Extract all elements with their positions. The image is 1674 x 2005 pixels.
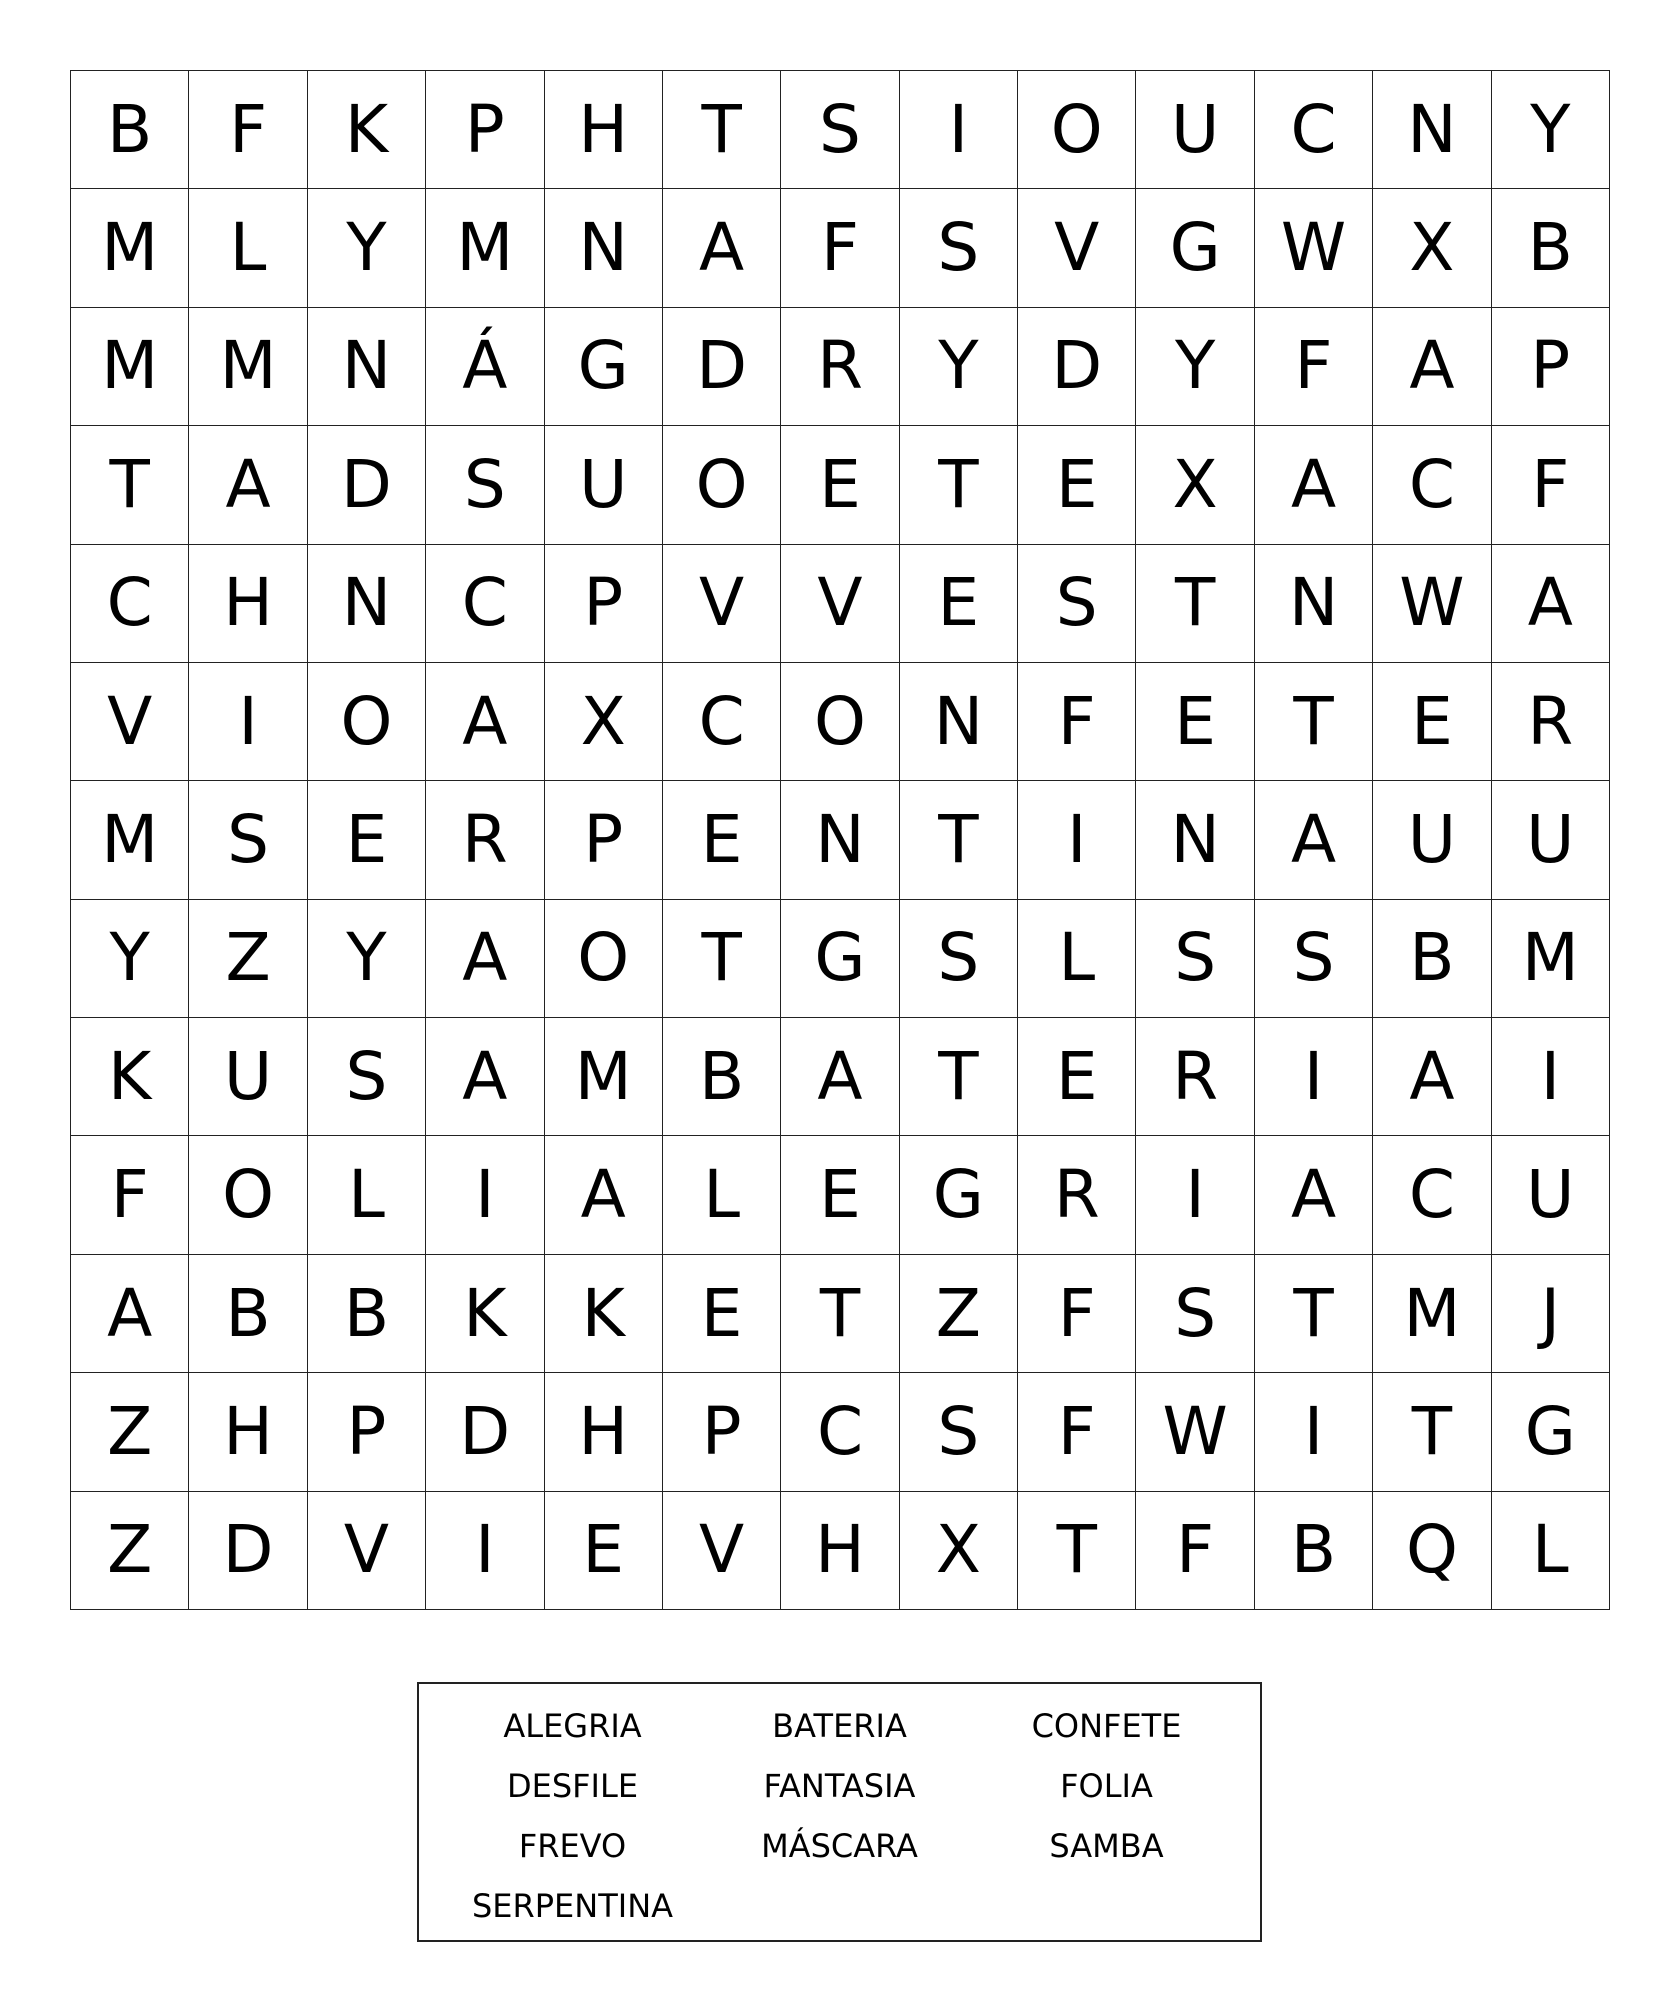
grid-cell[interactable]: X: [545, 663, 663, 781]
grid-cell[interactable]: P: [426, 71, 544, 189]
grid-cell[interactable]: Y: [308, 189, 426, 307]
grid-cell[interactable]: U: [545, 426, 663, 544]
grid-cell[interactable]: H: [189, 545, 307, 663]
grid-cell[interactable]: E: [1018, 1018, 1136, 1136]
grid-cell[interactable]: E: [1018, 426, 1136, 544]
grid-cell[interactable]: E: [663, 1255, 781, 1373]
grid-cell[interactable]: M: [189, 308, 307, 426]
grid-cell[interactable]: O: [663, 426, 781, 544]
grid-cell[interactable]: F: [1255, 308, 1373, 426]
grid-cell[interactable]: Z: [900, 1255, 1018, 1373]
grid-cell[interactable]: T: [1018, 1492, 1136, 1610]
grid-cell[interactable]: C: [1373, 1136, 1491, 1254]
grid-cell[interactable]: W: [1136, 1373, 1254, 1491]
grid-cell[interactable]: R: [1136, 1018, 1254, 1136]
grid-cell[interactable]: L: [308, 1136, 426, 1254]
grid-cell[interactable]: C: [426, 545, 544, 663]
grid-cell[interactable]: X: [1373, 189, 1491, 307]
grid-cell[interactable]: F: [1018, 1255, 1136, 1373]
grid-cell[interactable]: O: [189, 1136, 307, 1254]
grid-cell[interactable]: J: [1492, 1255, 1610, 1373]
grid-cell[interactable]: F: [1018, 663, 1136, 781]
grid-cell[interactable]: T: [900, 1018, 1018, 1136]
grid-cell[interactable]: H: [545, 71, 663, 189]
grid-cell[interactable]: S: [1136, 900, 1254, 1018]
grid-cell[interactable]: N: [1255, 545, 1373, 663]
grid-cell[interactable]: T: [1255, 663, 1373, 781]
grid-cell[interactable]: D: [663, 308, 781, 426]
grid-cell[interactable]: E: [308, 781, 426, 899]
grid-cell[interactable]: A: [426, 1018, 544, 1136]
letter-grid: [70, 70, 1610, 1610]
grid-cell[interactable]: I: [900, 71, 1018, 189]
grid-cell[interactable]: H: [545, 1373, 663, 1491]
grid-cell[interactable]: S: [1136, 1255, 1254, 1373]
grid-cell[interactable]: A: [1255, 781, 1373, 899]
grid-cell[interactable]: H: [781, 1492, 899, 1610]
grid-cell[interactable]: E: [781, 426, 899, 544]
grid-cell[interactable]: B: [1373, 900, 1491, 1018]
grid-cell[interactable]: F: [1018, 1373, 1136, 1491]
grid-cell[interactable]: A: [426, 663, 544, 781]
word-list-item: SAMBA: [1049, 1827, 1164, 1865]
grid-cell[interactable]: G: [1136, 189, 1254, 307]
grid-cell[interactable]: B: [1492, 189, 1610, 307]
grid-cell[interactable]: N: [308, 308, 426, 426]
grid-cell[interactable]: F: [1136, 1492, 1254, 1610]
grid-cell[interactable]: I: [426, 1492, 544, 1610]
grid-cell[interactable]: X: [1136, 426, 1254, 544]
grid-cell[interactable]: S: [900, 900, 1018, 1018]
grid-cell[interactable]: P: [1492, 308, 1610, 426]
grid-cell[interactable]: P: [663, 1373, 781, 1491]
grid-cell[interactable]: T: [663, 71, 781, 189]
grid-cell[interactable]: E: [900, 545, 1018, 663]
grid-cell[interactable]: M: [71, 781, 189, 899]
grid-cell[interactable]: V: [1018, 189, 1136, 307]
grid-cell[interactable]: V: [663, 1492, 781, 1610]
grid-cell[interactable]: G: [781, 900, 899, 1018]
grid-cell[interactable]: C: [663, 663, 781, 781]
grid-cell[interactable]: T: [1136, 545, 1254, 663]
grid-cell[interactable]: E: [781, 1136, 899, 1254]
grid-cell[interactable]: V: [663, 545, 781, 663]
word-list: [417, 1682, 1262, 1942]
grid-cell[interactable]: A: [1492, 545, 1610, 663]
grid-cell[interactable]: D: [426, 1373, 544, 1491]
grid-cell[interactable]: G: [1492, 1373, 1610, 1491]
grid-cell[interactable]: P: [308, 1373, 426, 1491]
grid-cell[interactable]: V: [781, 545, 899, 663]
grid-cell[interactable]: R: [1492, 663, 1610, 781]
grid-cell[interactable]: C: [1373, 426, 1491, 544]
grid-cell[interactable]: I: [1018, 781, 1136, 899]
word-list-item: BATERIA: [772, 1707, 907, 1745]
grid-cell[interactable]: B: [308, 1255, 426, 1373]
grid-cell[interactable]: T: [1373, 1373, 1491, 1491]
grid-cell[interactable]: T: [71, 426, 189, 544]
word-list-item: FOLIA: [1060, 1767, 1153, 1805]
grid-cell[interactable]: S: [1255, 900, 1373, 1018]
grid-cell[interactable]: M: [545, 1018, 663, 1136]
grid-cell[interactable]: E: [1136, 663, 1254, 781]
grid-cell[interactable]: P: [545, 781, 663, 899]
grid-cell[interactable]: K: [71, 1018, 189, 1136]
grid-cell[interactable]: S: [900, 1373, 1018, 1491]
grid-cell[interactable]: G: [900, 1136, 1018, 1254]
grid-cell[interactable]: A: [781, 1018, 899, 1136]
grid-cell[interactable]: N: [308, 545, 426, 663]
grid-cell[interactable]: S: [900, 189, 1018, 307]
grid-cell[interactable]: B: [71, 71, 189, 189]
grid-cell[interactable]: S: [308, 1018, 426, 1136]
grid-cell[interactable]: L: [1492, 1492, 1610, 1610]
grid-cell[interactable]: D: [1018, 308, 1136, 426]
grid-cell[interactable]: W: [1255, 189, 1373, 307]
grid-cell[interactable]: I: [189, 663, 307, 781]
grid-cell[interactable]: R: [426, 781, 544, 899]
grid-cell[interactable]: Y: [308, 900, 426, 1018]
grid-cell[interactable]: A: [71, 1255, 189, 1373]
grid-cell[interactable]: K: [308, 71, 426, 189]
grid-cell[interactable]: I: [1255, 1373, 1373, 1491]
grid-cell[interactable]: Z: [71, 1373, 189, 1491]
grid-cell[interactable]: A: [1255, 426, 1373, 544]
grid-cell[interactable]: Y: [1492, 71, 1610, 189]
grid-cell[interactable]: V: [71, 663, 189, 781]
grid-cell[interactable]: O: [781, 663, 899, 781]
grid-cell[interactable]: Q: [1373, 1492, 1491, 1610]
grid-cell[interactable]: S: [781, 71, 899, 189]
grid-cell[interactable]: N: [1136, 781, 1254, 899]
word-list-item: SERPENTINA: [471, 1887, 674, 1925]
grid-cell[interactable]: D: [189, 1492, 307, 1610]
grid-cell[interactable]: Y: [71, 900, 189, 1018]
grid-cell[interactable]: U: [1492, 781, 1610, 899]
grid-cell[interactable]: N: [1373, 71, 1491, 189]
word-list-item: DESFILE: [506, 1767, 639, 1805]
word-list-item: MÁSCARA: [761, 1827, 918, 1865]
grid-cell[interactable]: N: [900, 663, 1018, 781]
grid-cell[interactable]: Y: [900, 308, 1018, 426]
grid-cell[interactable]: A: [1373, 1018, 1491, 1136]
grid-cell[interactable]: F: [189, 71, 307, 189]
grid-cell[interactable]: T: [663, 900, 781, 1018]
grid-cell[interactable]: S: [189, 781, 307, 899]
grid-cell[interactable]: G: [545, 308, 663, 426]
grid-cell[interactable]: I: [426, 1136, 544, 1254]
grid-cell[interactable]: O: [545, 900, 663, 1018]
grid-cell[interactable]: L: [189, 189, 307, 307]
grid-cell[interactable]: A: [189, 426, 307, 544]
grid-cell[interactable]: K: [545, 1255, 663, 1373]
grid-cell[interactable]: U: [189, 1018, 307, 1136]
grid-cell[interactable]: Y: [1136, 308, 1254, 426]
grid-cell[interactable]: T: [1255, 1255, 1373, 1373]
grid-cell[interactable]: L: [663, 1136, 781, 1254]
grid-cell[interactable]: T: [781, 1255, 899, 1373]
grid-cell[interactable]: V: [308, 1492, 426, 1610]
grid-cell[interactable]: B: [663, 1018, 781, 1136]
word-list-item: CONFETE: [1031, 1707, 1182, 1745]
grid-cell[interactable]: U: [1492, 1136, 1610, 1254]
grid-cell[interactable]: F: [71, 1136, 189, 1254]
grid-cell[interactable]: R: [781, 308, 899, 426]
word-list-item: FREVO: [518, 1827, 627, 1865]
grid-cell[interactable]: S: [426, 426, 544, 544]
grid-cell[interactable]: A: [426, 900, 544, 1018]
grid-cell[interactable]: Z: [189, 900, 307, 1018]
grid-cell[interactable]: Á: [426, 308, 544, 426]
grid-cell[interactable]: D: [308, 426, 426, 544]
grid-cell[interactable]: T: [900, 781, 1018, 899]
grid-cell[interactable]: H: [189, 1373, 307, 1491]
grid-cell[interactable]: F: [781, 189, 899, 307]
grid-cell[interactable]: M: [71, 189, 189, 307]
grid-cell[interactable]: O: [1018, 71, 1136, 189]
grid-cell[interactable]: K: [426, 1255, 544, 1373]
grid-cell[interactable]: A: [545, 1136, 663, 1254]
grid-cell[interactable]: T: [900, 426, 1018, 544]
grid-cell[interactable]: E: [545, 1492, 663, 1610]
grid-cell[interactable]: N: [781, 781, 899, 899]
grid-cell[interactable]: A: [663, 189, 781, 307]
grid-cell[interactable]: X: [900, 1492, 1018, 1610]
grid-cell[interactable]: A: [1373, 308, 1491, 426]
grid-cell[interactable]: W: [1373, 545, 1491, 663]
grid-cell[interactable]: F: [1492, 426, 1610, 544]
grid-cell[interactable]: L: [1018, 900, 1136, 1018]
grid-cell[interactable]: M: [1373, 1255, 1491, 1373]
grid-cell[interactable]: M: [1492, 900, 1610, 1018]
word-list-item: ALEGRIA: [503, 1707, 642, 1745]
grid-cell[interactable]: I: [1136, 1136, 1254, 1254]
grid-cell[interactable]: N: [545, 189, 663, 307]
grid-cell[interactable]: C: [71, 545, 189, 663]
grid-cell[interactable]: C: [781, 1373, 899, 1491]
grid-cell[interactable]: I: [1492, 1018, 1610, 1136]
grid-cell[interactable]: U: [1136, 71, 1254, 189]
grid-cell[interactable]: B: [189, 1255, 307, 1373]
grid-cell[interactable]: E: [1373, 663, 1491, 781]
grid-cell[interactable]: I: [1255, 1018, 1373, 1136]
grid-cell[interactable]: U: [1373, 781, 1491, 899]
grid-cell[interactable]: C: [1255, 71, 1373, 189]
word-list-item: FANTASIA: [763, 1767, 916, 1805]
grid-cell[interactable]: M: [71, 308, 189, 426]
grid-cell[interactable]: M: [426, 189, 544, 307]
grid-cell[interactable]: A: [1255, 1136, 1373, 1254]
grid-cell[interactable]: B: [1255, 1492, 1373, 1610]
grid-cell[interactable]: O: [308, 663, 426, 781]
grid-cell[interactable]: Z: [71, 1492, 189, 1610]
grid-cell[interactable]: E: [663, 781, 781, 899]
grid-cell[interactable]: P: [545, 545, 663, 663]
grid-cell[interactable]: S: [1018, 545, 1136, 663]
grid-cell[interactable]: R: [1018, 1136, 1136, 1254]
